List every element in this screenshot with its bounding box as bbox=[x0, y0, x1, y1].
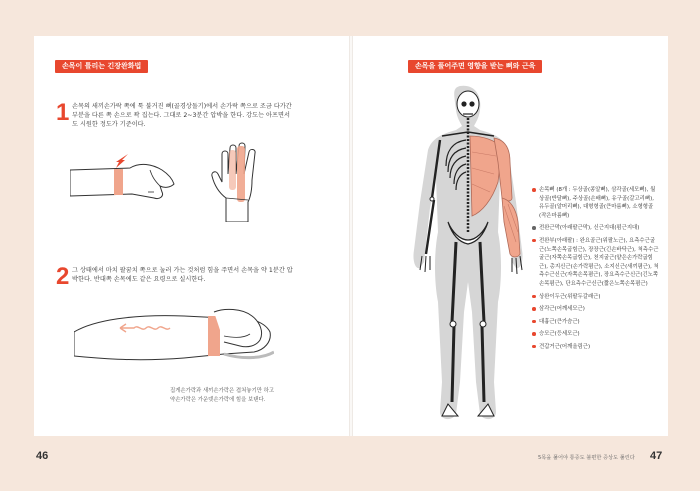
step-1-palm-illustration bbox=[208, 138, 278, 222]
muscle-bone-list bbox=[532, 186, 660, 356]
book-gutter bbox=[349, 36, 353, 436]
bullet-dot-icon bbox=[532, 332, 536, 336]
list-item: 견갑거근(어깨올림근) bbox=[532, 343, 660, 352]
step-2-caption-line2: 약손가락은 가운뎃손가락에 힘을 보탠다. bbox=[170, 397, 266, 403]
list-item: 상완이두근(위팔두갈래근) bbox=[532, 293, 660, 302]
left-section-label: 손목이 틀리는 긴장완화법 bbox=[55, 60, 148, 73]
right-page-number: 47 bbox=[650, 450, 663, 462]
list-item: 대흉근(큰가슴근) bbox=[532, 318, 660, 327]
red-arrow-icon bbox=[114, 152, 132, 170]
bullet-dot-icon bbox=[532, 188, 536, 192]
step-1-text: 손목의 새끼손가락 쪽에 툭 불거진 뼈(골경상돌기)에서 손가락 쪽으로 조금 다가간 부분을 다른 쪽 손으로 꽉 집는다. 그대로 2~3분간 압박을 한다. 강도는 아프면서도 시원한 정도가 기준이다. bbox=[72, 103, 292, 128]
list-item: 삼각근(어깨세모근) bbox=[532, 305, 660, 314]
left-page-number: 46 bbox=[36, 450, 49, 462]
bullet-dot-icon bbox=[532, 295, 536, 299]
right-section-label: 손목을 풀어주면 영향을 받는 뼈와 근육 bbox=[408, 60, 542, 73]
step-2-number: 2 bbox=[56, 263, 70, 290]
right-footer-text: 5목을 풀어야 통증도 불편한 증상도 풀린다 bbox=[538, 455, 635, 461]
bullet-dot-icon bbox=[532, 239, 536, 243]
list-item: 손목뼈 (8개 : 두상골(콩알뼈), 삼각골(세모뼈), 월상골(반달뼈), 주상골(손배뼈), 유구골(갈고리뼈), 유두골(알머리뼈), 대형형골(큰마름뼈), 소형형골(작은마름뼈) bbox=[532, 186, 660, 220]
bullet-dot-icon bbox=[532, 320, 536, 324]
step-2-forearm-illustration bbox=[74, 302, 274, 382]
list-item: 전완근막(아래팔근막), 신근지대(펌근지대) bbox=[532, 224, 660, 233]
list-item: 승모근(등세모근) bbox=[532, 330, 660, 339]
step-1-number: 1 bbox=[56, 99, 70, 126]
skeleton-muscle-illustration bbox=[408, 82, 528, 427]
list-item: 전완부(아래팔) : 완요골근(위팔노근), 요측수근굴근(노쪽손목굽힘근), 장장근(긴손바닥근), 척측수근굴근(자쪽손목굽힘근), 천지굴근(얕은손가락굽힘근), 총지신근(손가락폄근), 소지신근(새끼폄근), 척측수근신근(자쪽손목폄근), 장요측수근신근(긴노쪽손목폄근), 단요측수근신근(짧은노쪽손목폄근) bbox=[532, 237, 660, 289]
bullet-dot-icon bbox=[532, 307, 536, 311]
step-2-text: 그 상태에서 마치 팔꿈치 쪽으로 눌러 가는 것처럼 힘을 주면서 손목을 약 1분간 압박한다. 반대쪽 손목에도 같은 요령으로 실시한다. bbox=[72, 267, 293, 283]
bullet-dot-icon bbox=[532, 345, 536, 349]
step-2-caption-line1: 집게손가락과 새끼손가락은 겹쳐놓기만 하고 bbox=[170, 388, 275, 394]
bullet-dot-icon bbox=[532, 226, 536, 230]
